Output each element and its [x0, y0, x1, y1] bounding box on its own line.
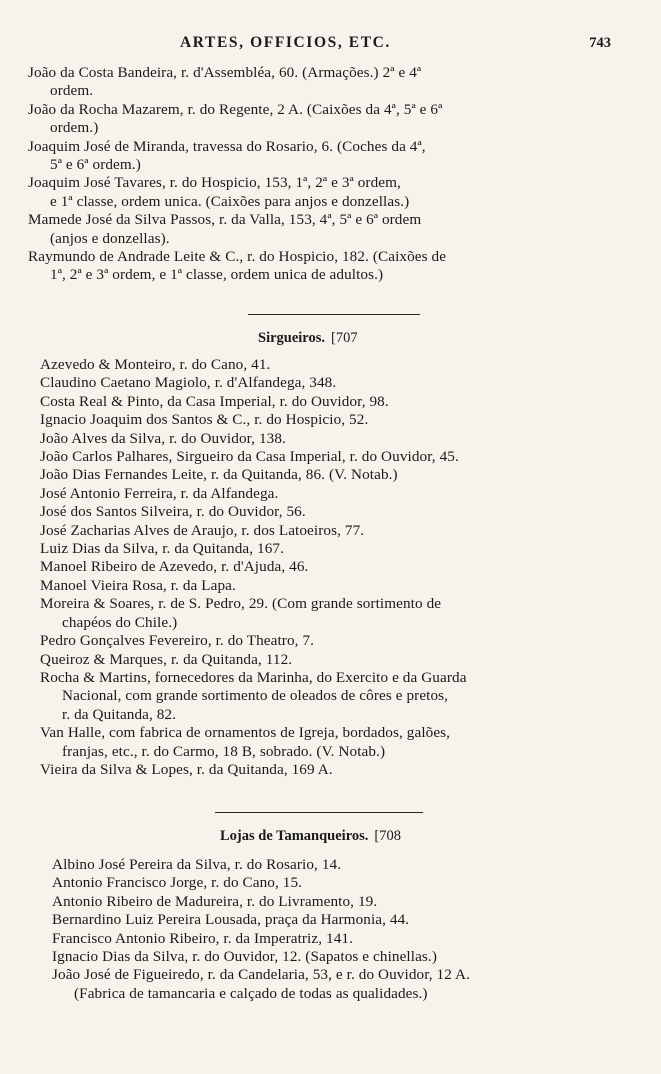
header-title: ARTES, OFFICIOS, ETC.: [180, 34, 391, 51]
page-header: [0, 34, 661, 56]
directory-entry: [40, 540, 467, 558]
entry-line: João da Rocha Mazarem, r. do Regente, 2 A. (Caixões da 4ª, 5ª e 6ª: [28, 100, 443, 118]
directory-entry: [40, 577, 467, 595]
directory-entry: [40, 485, 467, 503]
directory-entry: [52, 948, 470, 966]
entry-line: Rocha & Martins, fornecedores da Marinha, do Exercito e da Guarda: [40, 668, 467, 686]
entry-continuation: chapéos do Chile.): [62, 613, 178, 631]
directory-entry: [52, 874, 470, 892]
entry-continuation: 5ª e 6ª ordem.): [50, 156, 141, 174]
entry-line: Luiz Dias da Silva, r. da Quitanda, 167.: [40, 540, 284, 558]
entry-line: Ignacio Dias da Silva, r. do Ouvidor, 12. (Sapatos e chinellas.): [52, 948, 437, 966]
section-title-sirgueiros: [258, 330, 358, 347]
entry-line: João José de Figueiredo, r. da Candelaria, 53, e r. do Ouvidor, 12 A.: [52, 966, 470, 984]
entry-line: Joaquim José de Miranda, travessa do Rosario, 6. (Coches da 4ª,: [28, 137, 426, 155]
entry-line: Claudino Caetano Magiolo, r. d'Alfandega, 348.: [40, 374, 337, 392]
entry-line: Antonio Ribeiro de Madureira, r. do Livramento, 19.: [52, 892, 378, 910]
directory-entry: [40, 356, 467, 374]
directory-entry: [40, 411, 467, 429]
directory-entry: [40, 669, 467, 724]
entry-continuation: Nacional, com grande sortimento de oleados de côres e pretos,: [62, 687, 449, 705]
entry-continuation: ordem.: [50, 82, 94, 100]
directory-entry: [28, 248, 446, 285]
entry-list-tamanqueiros: [52, 856, 470, 1003]
directory-entry: [28, 101, 446, 138]
entry-continuation: (anjos e donzellas).: [50, 229, 170, 247]
entry-line: João Alves da Silva, r. do Ouvidor, 138.: [40, 429, 286, 447]
directory-entry: [52, 966, 470, 1003]
entry-line: Costa Real & Pinto, da Casa Imperial, r. do Ouvidor, 98.: [40, 392, 389, 410]
directory-entry: [40, 724, 467, 761]
directory-entry: [40, 651, 467, 669]
entry-continuation: (Fabrica de tamancaria e calçado de todas as qualidades.): [74, 984, 428, 1002]
section-divider-tamanqueiros: [215, 812, 423, 813]
entry-line: Albino José Pereira da Silva, r. do Rosario, 14.: [52, 856, 342, 873]
entry-line: Vieira da Silva & Lopes, r. da Quitanda, 169 A.: [40, 760, 333, 778]
entry-line: Joaquim José Tavares, r. do Hospicio, 153, 1ª, 2ª e 3ª ordem,: [28, 174, 401, 192]
entry-line: Mamede José da Silva Passos, r. da Valla, 153, 4ª, 5ª e 6ª ordem: [28, 211, 422, 229]
section-title-tamanqueiros: [220, 828, 401, 845]
entry-line: João da Costa Bandeira, r. d'Assembléa, 60. (Armações.) 2ª e 4ª: [28, 64, 422, 81]
directory-entry: [40, 466, 467, 484]
entry-line: José Zacharias Alves de Araujo, r. dos Latoeiros, 77.: [40, 521, 365, 539]
directory-entry: [40, 632, 467, 650]
page-number: 743: [589, 35, 611, 51]
entry-continuation: ordem.): [50, 119, 99, 137]
directory-entry: [52, 893, 470, 911]
directory-entry: [40, 430, 467, 448]
entry-line: Raymundo de Andrade Leite & C., r. do Hospicio, 182. (Caixões de: [28, 248, 447, 266]
entry-line: Moreira & Soares, r. de S. Pedro, 29. (Com grande sortimento de: [40, 595, 442, 613]
entry-continuation: e 1ª classe, ordem unica. (Caixões para anjos e donzellas.): [50, 192, 410, 210]
entry-line: Francisco Antonio Ribeiro, r. da Imperatriz, 141.: [52, 929, 353, 947]
entry-line: Manoel Vieira Rosa, r. da Lapa.: [40, 576, 236, 594]
directory-entry: [40, 393, 467, 411]
section-title-text: Sirgueiros.: [258, 330, 325, 346]
directory-entry: [40, 503, 467, 521]
entry-continuation: 1ª, 2ª e 3ª ordem, e 1ª classe, ordem unica de adultos.): [50, 266, 384, 284]
entry-line: José Antonio Ferreira, r. da Alfandega.: [40, 484, 279, 502]
directory-entry: [40, 761, 467, 779]
entry-list-continued: [28, 64, 446, 285]
directory-entry: [28, 64, 446, 101]
directory-entry: [52, 930, 470, 948]
directory-entry: [28, 174, 446, 211]
entry-continuation: r. da Quitanda, 82.: [62, 705, 177, 723]
directory-entry: [28, 211, 446, 248]
directory-entry: [52, 911, 470, 929]
entry-line: Azevedo & Monteiro, r. do Cano, 41.: [40, 356, 271, 373]
directory-entry: [40, 522, 467, 540]
entry-continuation: franjas, etc., r. do Carmo, 18 B, sobrado. (V. Notab.): [62, 742, 386, 760]
directory-entry: [40, 558, 467, 576]
section-number: [707: [331, 330, 358, 346]
directory-entry: [52, 856, 470, 874]
entry-line: João Carlos Palhares, Sirgueiro da Casa Imperial, r. do Ouvidor, 45.: [40, 448, 459, 466]
entry-line: Manoel Ribeiro de Azevedo, r. d'Ajuda, 46.: [40, 558, 309, 576]
entry-list-sirgueiros: [40, 356, 467, 779]
directory-entry: [28, 138, 446, 175]
entry-line: Queiroz & Marques, r. da Quitanda, 112.: [40, 650, 293, 668]
entry-line: Pedro Gonçalves Fevereiro, r. do Theatro, 7.: [40, 632, 315, 650]
section-title-text: Lojas de Tamanqueiros.: [220, 828, 369, 844]
entry-line: Bernardino Luiz Pereira Lousada, praça da Harmonia, 44.: [52, 911, 410, 929]
directory-entry: [40, 448, 467, 466]
entry-line: Ignacio Joaquim dos Santos & C., r. do Hospicio, 52.: [40, 411, 369, 429]
section-number: [708: [374, 828, 401, 844]
directory-entry: [40, 595, 467, 632]
entry-line: Antonio Francisco Jorge, r. do Cano, 15.: [52, 874, 303, 892]
entry-line: Van Halle, com fabrica de ornamentos de Igreja, bordados, galões,: [40, 724, 451, 742]
directory-entry: [40, 374, 467, 392]
entry-line: João Dias Fernandes Leite, r. da Quitanda, 86. (V. Notab.): [40, 466, 398, 484]
section-divider-sirgueiros: [248, 314, 420, 315]
entry-line: José dos Santos Silveira, r. do Ouvidor, 56.: [40, 503, 306, 521]
